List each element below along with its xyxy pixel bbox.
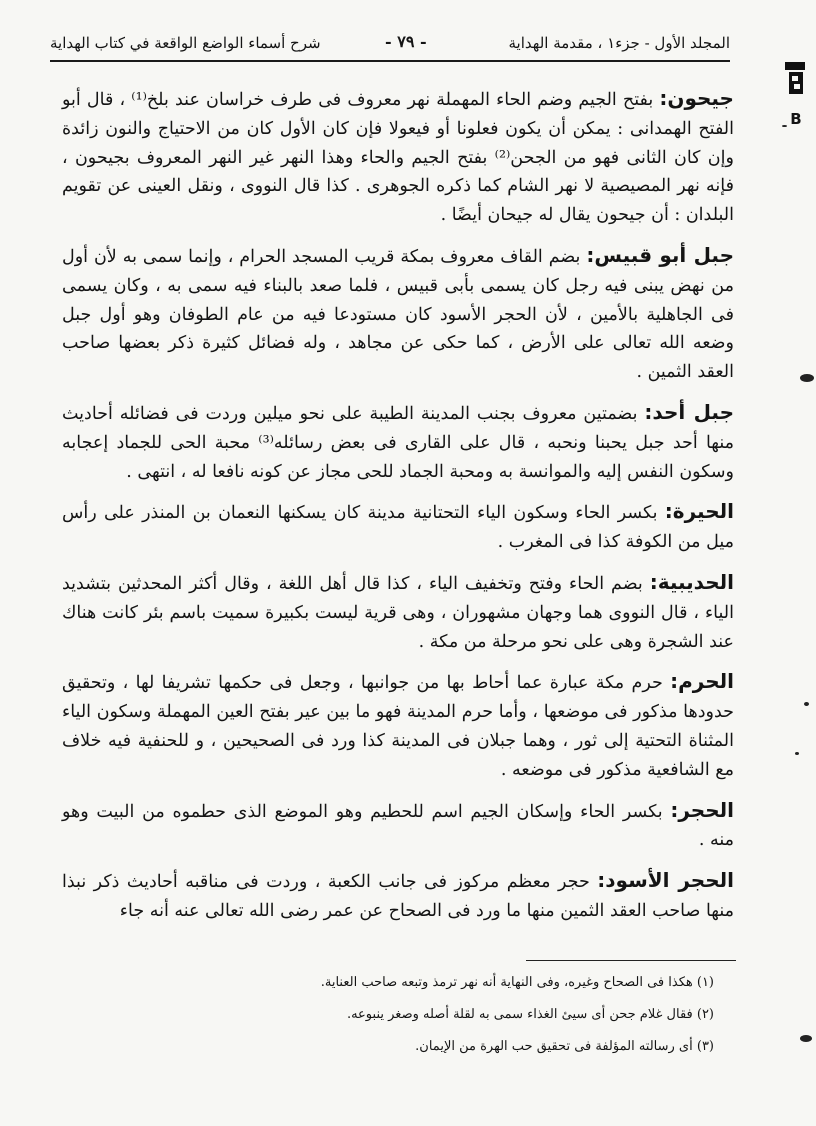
entry-text: بضم الحاء وفتح وتخفيف الياء ، كذا قال أهل اللغة ، وقال أكثر المحدثين بتشديد الياء ، قال النووى هما وجهان مشهوران ، وهى قرية ليست بكبيرة سميت باسم بئر كانت هناك عند الشجرة وهى على نحو مرحلة من مكة . bbox=[62, 573, 734, 652]
footnote: (٣) أى رسالته المؤلفة فى تحقيق حب الهرة من الإيمان. bbox=[415, 1039, 714, 1054]
entry-term: الحيرة: bbox=[664, 499, 734, 524]
glossary-entry bbox=[62, 667, 734, 784]
scan-speck bbox=[804, 702, 809, 706]
glossary-entry bbox=[62, 84, 734, 230]
entry-term: جيحون: bbox=[659, 86, 734, 110]
scan-speck bbox=[800, 374, 814, 382]
entry-text: بكسر الحاء وإسكان الجيم اسم للحطيم وهو الموضع الذى حطموه من البيت وهو منه . bbox=[62, 801, 734, 851]
footnote: (١) هكذا فى الصحاح وغيره، وفى النهاية أنه نهر ترمذ وتبعه صاحب العناية. bbox=[320, 975, 714, 990]
glossary-entry bbox=[62, 398, 734, 486]
header-volume-title: المجلد الأول - جزء١ ، مقدمة الهداية bbox=[508, 34, 730, 52]
entry-text: بضمتين معروف بجنب المدينة الطيبة على نحو ميلين وردت فى فضائله أحاديث منها أحد جبل يحبنا ونحبه ، قال على القارى فى بعض رسائله⁽³⁾ محبة الحى للجماد إعجابه وسكون النفس إليه والموانسة به ومحبة الجماد للحى مجاز عن كونه نافعا له ، انتهى . bbox=[62, 403, 734, 482]
entry-term: جبل أحد: bbox=[644, 399, 735, 424]
entry-text: بكسر الحاء وسكون الياء التحتانية مدينة كان يسكنها النعمان بن المنذر على رأس ميل من الكوفة كذا فى المغرب . bbox=[62, 503, 734, 553]
entry-term: الحجر الأسود: bbox=[597, 868, 735, 893]
footnote-divider bbox=[526, 960, 736, 961]
running-header bbox=[50, 28, 730, 62]
glossary-body bbox=[62, 84, 734, 937]
entry-term: الحجر: bbox=[670, 797, 734, 822]
entry-text: بفتح الجيم وضم الحاء المهملة نهر معروف فى طرف خراسان عند بلخ⁽¹⁾ ، قال أبو الفتح الهمدانى : يمكن أن يكون فعلونا أو فيعولا فإن كان الأول كان من الاحتياج والنون زائدة وإن كان الثانى فهو من الجحن⁽²⁾ بفتح الجيم والحاء وهذا النهر غير النهر المعروف بجيحون ، فإنه نهر المصيصية لا نهر الشام كما ذكره الجوهرى . كذا قال النووى ، ونقل العينى عن تقويم البلدان : أن جيحون يقال له جيحان أيضًا . bbox=[62, 90, 734, 226]
glossary-entry bbox=[62, 866, 734, 926]
edge-block-icon bbox=[780, 60, 812, 107]
glossary-entry bbox=[62, 568, 734, 656]
page-number: - ٧٩ - bbox=[385, 32, 427, 51]
entry-text: بضم القاف معروف بمكة قريب المسجد الحرام ، وإنما سمى به لأن أول من نهض يبنى فيه رجل كان يسمى بأبى قبيس ، فلما صعد بالبناء فيه سمى به ، وكان يسمى فى الجاهلية بالأمين ، لأن الحجر الأسود كان مستودعا فيه من عام الطوفان وهو أول جبل وضعه الله تعالى على الأرض ، كما حكى عن مجاهد ، وله فضائل كثيرة ذكر بعضها صاحب العقد الثمين . bbox=[62, 246, 734, 383]
edge-b-label: B bbox=[790, 110, 802, 128]
edge-scan-mark bbox=[780, 60, 812, 131]
glossary-entry bbox=[62, 497, 734, 557]
entry-text: حجر معظم مركوز فى جانب الكعبة ، وردت فى مناقبه أحاديث ذكر نبذا منها صاحب العقد الثمين منها ما ورد فى الصحاح عن عمر رضى الله تعالى عنه أنه جاء bbox=[62, 872, 734, 921]
scan-speck bbox=[782, 125, 787, 127]
glossary-entry bbox=[62, 796, 734, 856]
footnotes bbox=[60, 960, 736, 1063]
header-book-title: شرح أسماء الواضع الواقعة في كتاب الهداية bbox=[50, 34, 321, 52]
entry-term: الحديبية: bbox=[649, 569, 734, 594]
entry-term: جبل أبو قبيس: bbox=[586, 242, 735, 267]
entry-text: حرم مكة عبارة عما أحاط بها من جوانبها ، وجعل فى حكمها تشريفا لها ، وتحقيق حدودها مذكور فى موضعها ، وأما حرم المدينة فهو ما بين عير بفتح العين المهملة وسكون الياء المثناة التحتية إلى ثور ، وهما جبلان فى المدينة كذا ورد فى الصحيحين ، و للحنفية فيه خلاف مع الشافعية مذكور فى موضعه . bbox=[62, 673, 734, 780]
glossary-entry bbox=[62, 241, 734, 387]
scan-speck bbox=[795, 752, 799, 755]
scan-speck bbox=[800, 1035, 812, 1042]
footnote: (٢) فقال غلام جحن أى سيئ الغذاء سمى به لقلة أصله وصغر ينبوعه. bbox=[346, 1007, 714, 1022]
entry-term: الحرم: bbox=[670, 669, 734, 694]
